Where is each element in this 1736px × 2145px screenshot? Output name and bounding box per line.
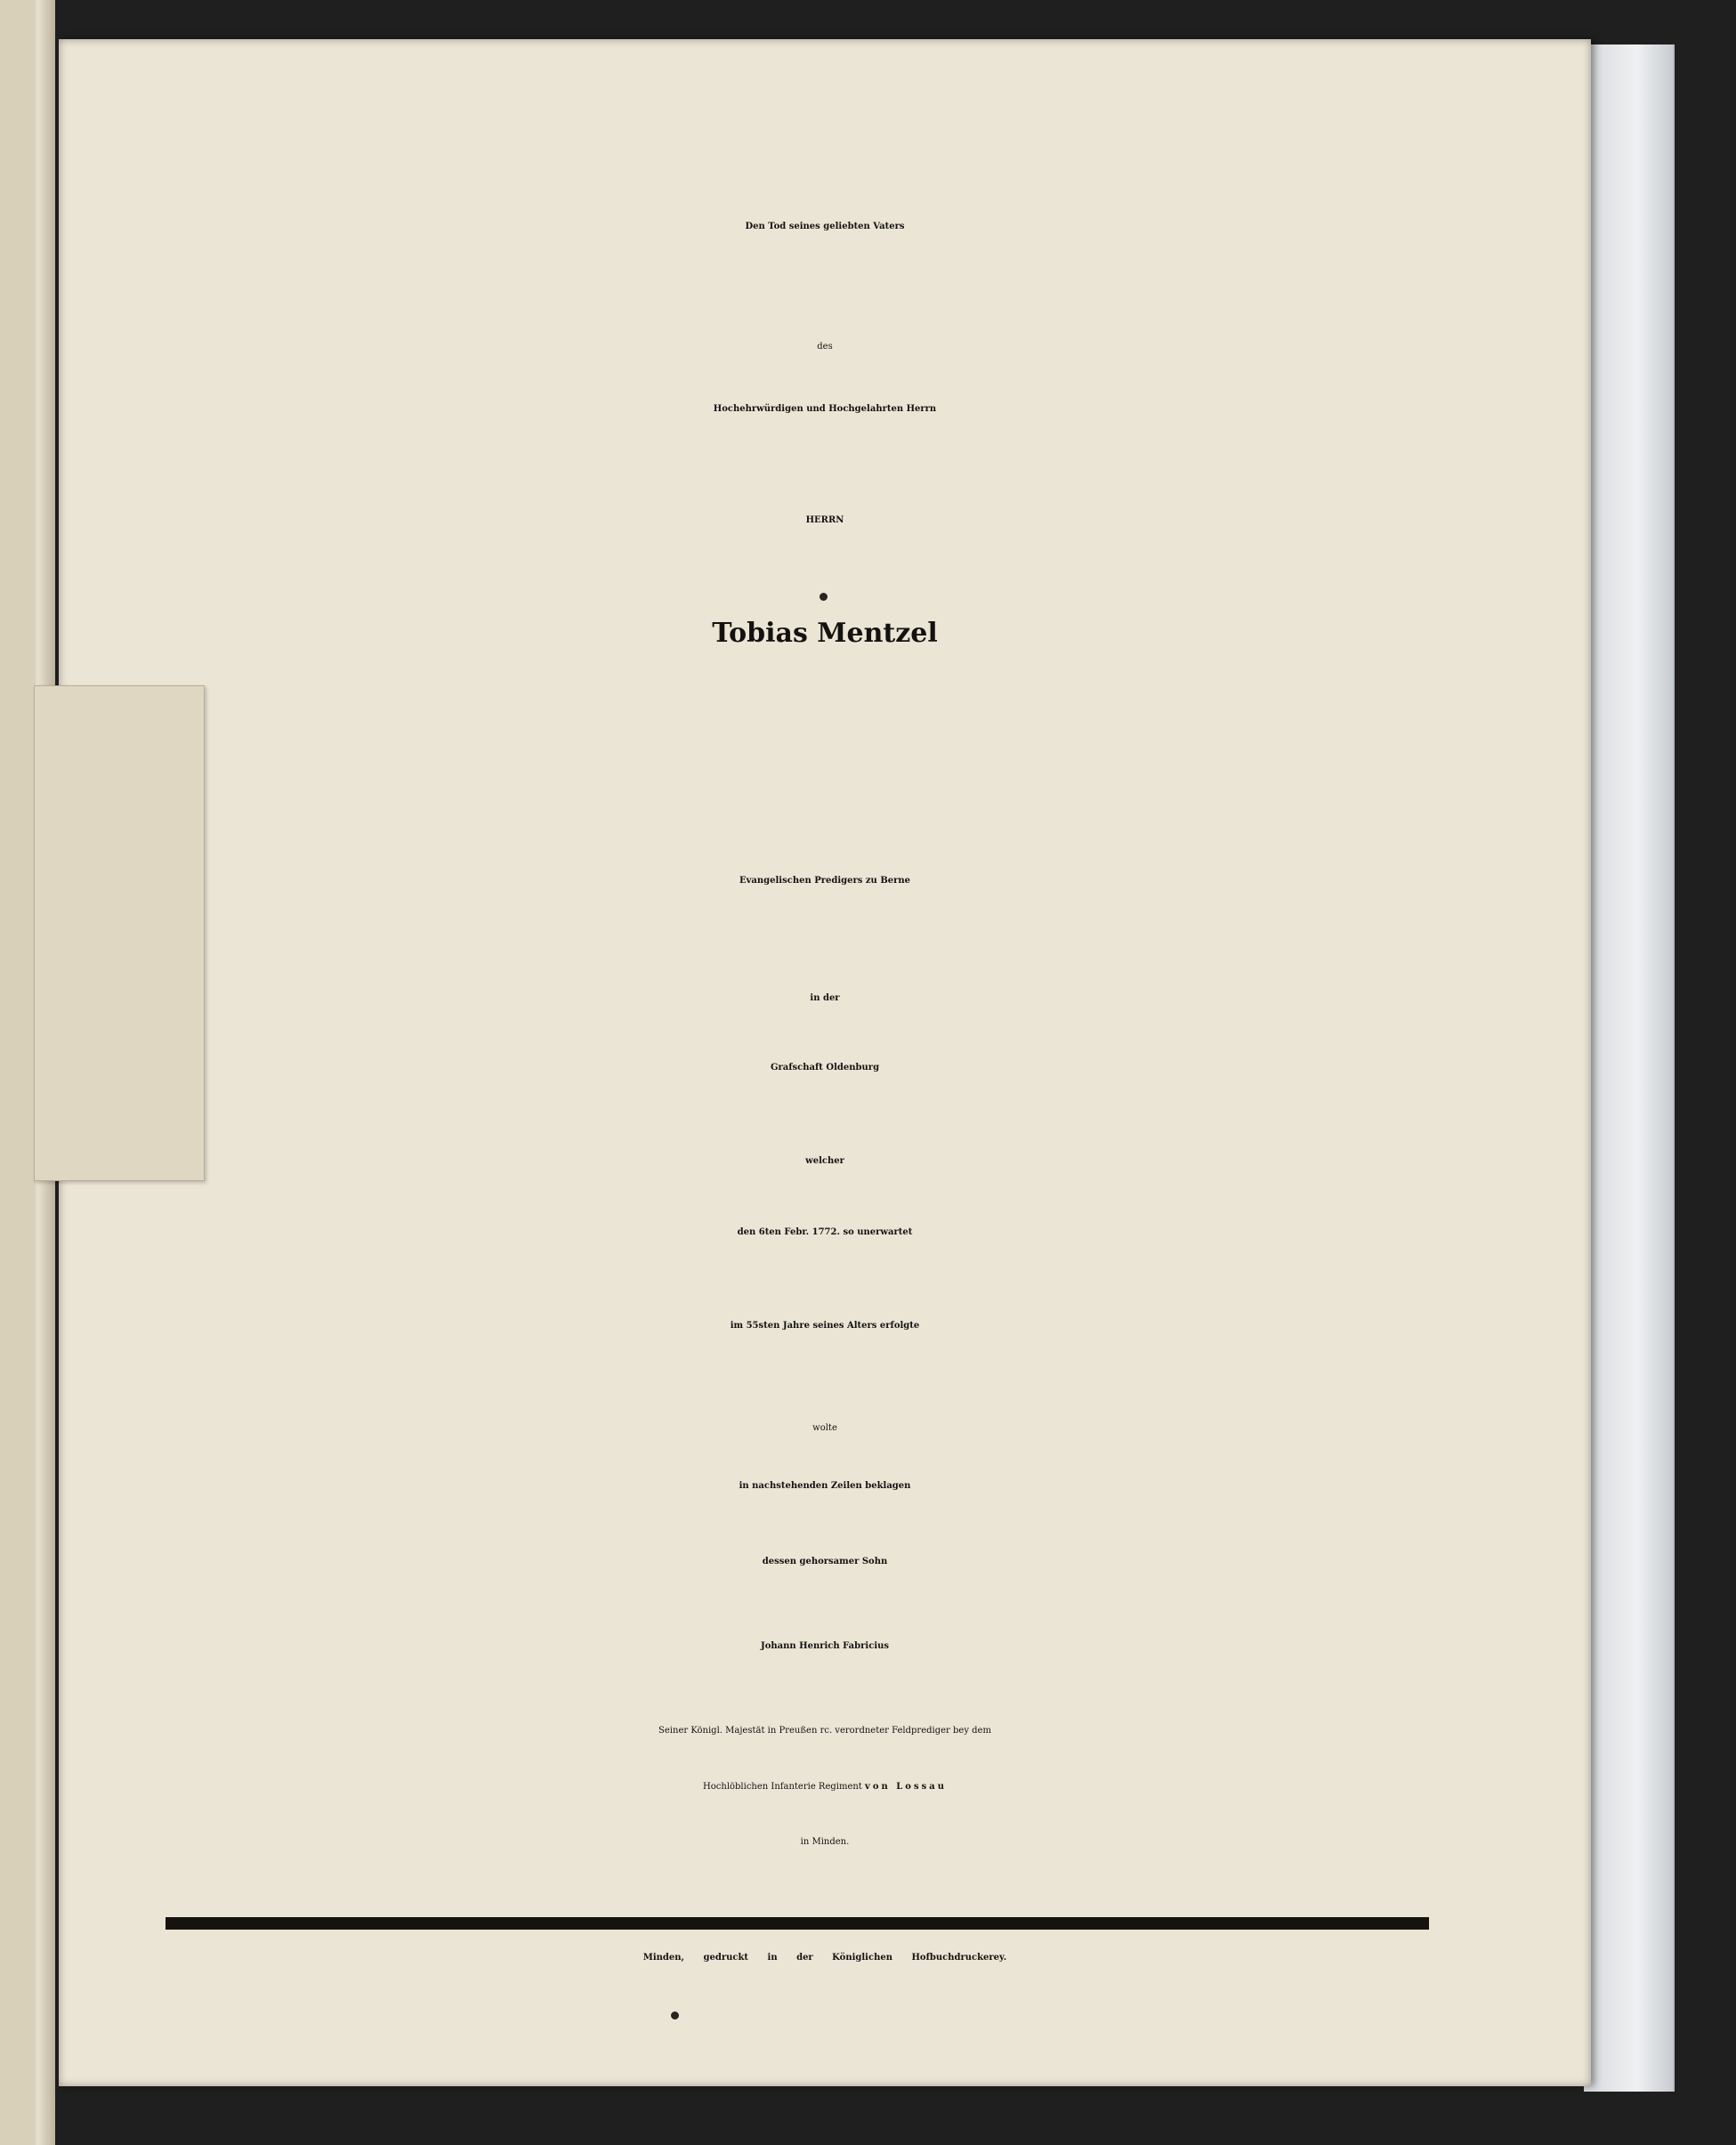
- office-line: Evangelischen Predigers zu Berne: [739, 876, 911, 886]
- son-line: dessen gehorsamer Sohn: [762, 1557, 888, 1566]
- herrn-line: HERRN: [805, 515, 844, 525]
- in-der-line: in der: [810, 993, 840, 1003]
- author-role-line-1: Seiner Königl. Majestät in Preußen rc. verordneter Feldprediger bey dem: [658, 1726, 991, 1736]
- article-line: des: [817, 342, 833, 352]
- lament-line: in nachstehenden Zeilen beklagen: [739, 1481, 911, 1491]
- binding-strip: [0, 0, 36, 2145]
- imprint-line: Minden, gedruckt in der Königlichen Hofbuchdruckerey.: [642, 1953, 1007, 1963]
- wolte-line: wolte: [812, 1423, 837, 1433]
- regiment-prefix: Hochlöblichen Infanterie Regiment: [703, 1782, 862, 1792]
- age-line: im 55sten Jahre seines Alters erfolgte: [730, 1321, 920, 1331]
- ink-spot: [820, 593, 828, 601]
- author-name: Johann Henrich Fabricius: [760, 1641, 890, 1651]
- next-page-edge: [1584, 45, 1675, 2092]
- dedication-line: Den Tod seines geliebten Vaters: [745, 222, 905, 231]
- divider-rule: [166, 1917, 1429, 1930]
- title-page-text: [59, 39, 1591, 2086]
- honorific-line: Hochehrwürdigen und Hochgelahrten Herrn: [713, 404, 937, 414]
- county-line: Grafschaft Oldenburg: [770, 1063, 880, 1072]
- ink-spot: [671, 2011, 679, 2020]
- date-line: den 6ten Febr. 1772. so unerwartet: [737, 1227, 913, 1237]
- author-role-line-2: [59, 1782, 1591, 1792]
- welcher-line: welcher: [805, 1156, 844, 1166]
- deceased-name: Tobias Mentzel: [712, 618, 938, 649]
- author-role-line-3: in Minden.: [800, 1837, 850, 1847]
- regiment-name: von Lossau: [865, 1782, 947, 1792]
